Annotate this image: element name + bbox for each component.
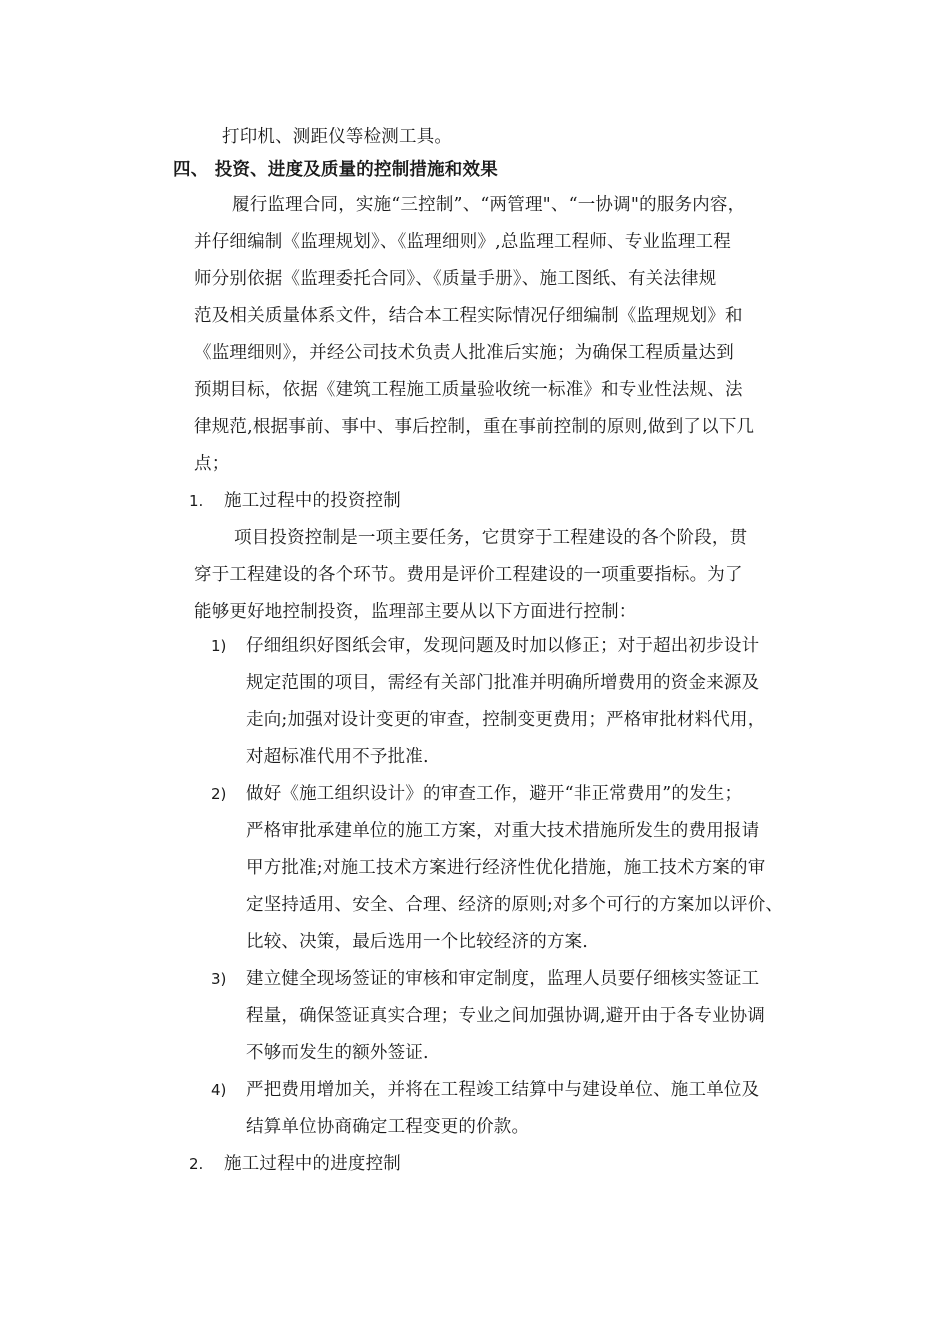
list-number: 2. <box>189 1155 204 1173</box>
sublist-line: 甲方批准;对施工技术方案进行经济性优化措施，施工技术方案的审 <box>246 858 766 878</box>
sublist-number: 2) <box>211 785 227 803</box>
sublist-number: 3) <box>211 970 227 988</box>
sublist-line: 规定范围的项目，需经有关部门批准并明确所增费用的资金来源及 <box>246 673 760 693</box>
paragraph-line: 《监理细则》，并经公司技术负责人批准后实施；为确保工程质量达到 <box>194 343 734 363</box>
list-number: 1. <box>189 492 204 510</box>
intro-line: 打印机、测距仪等检测工具。 <box>222 127 453 147</box>
list-item-title: 施工过程中的进度控制 <box>224 1154 401 1174</box>
paragraph-line: 项目投资控制是一项主要任务，它贯穿于工程建设的各个阶段，贯 <box>234 528 748 548</box>
paragraph-line: 穿于工程建设的各个环节。费用是评价工程建设的一项重要指标。为了 <box>194 565 743 585</box>
sublist-line: 建立健全现场签证的审核和审定制度，监理人员要仔细核实签证工 <box>246 969 760 989</box>
sublist-line: 不够而发生的额外签证. <box>246 1043 429 1063</box>
paragraph-line: 能够更好地控制投资，监理部主要从以下方面进行控制： <box>194 602 637 622</box>
sublist-number: 4) <box>211 1081 227 1099</box>
paragraph-line: 并仔细编制《监理规划》、《监理细则》,总监理工程师、专业监理工程 <box>194 232 731 252</box>
list-item-title: 施工过程中的投资控制 <box>224 491 401 511</box>
paragraph-line: 律规范,根据事前、事中、事后控制，重在事前控制的原则,做到了以下几 <box>194 417 755 437</box>
sublist-number: 1) <box>211 637 227 655</box>
sublist-line: 严把费用增加关，并将在工程竣工结算中与建设单位、施工单位及 <box>246 1080 760 1100</box>
sublist-line: 程量，确保签证真实合理；专业之间加强协调,避开由于各专业协调 <box>246 1006 766 1026</box>
paragraph-line: 履行监理合同，实施“三控制”、“两管理"、“一协调"的服务内容， <box>232 195 746 215</box>
paragraph-line: 范及相关质量体系文件，结合本工程实际情况仔细编制《监理规划》和 <box>194 306 743 326</box>
paragraph-line: 师分别依据《监理委托合同》、《质量手册》、施工图纸、有关法律规 <box>194 269 717 289</box>
sublist-line: 结算单位协商确定工程变更的价款。 <box>246 1117 530 1137</box>
sublist-line: 走向;加强对设计变更的审查，控制变更费用；严格审批材料代用， <box>246 710 766 730</box>
sublist-line: 仔细组织好图纸会审，发现问题及时加以修正；对于超出初步设计 <box>246 636 760 656</box>
sublist-line: 严格审批承建单位的施工方案，对重大技术措施所发生的费用报请 <box>246 821 760 841</box>
sublist-line: 对超标准代用不予批准. <box>246 747 429 767</box>
sublist-line: 做好《施工组织设计》的审查工作，避开“非正常费用”的发生； <box>246 784 743 804</box>
section-heading: 四、 投资、进度及质量的控制措施和效果 <box>173 160 498 180</box>
sublist-line: 比较、决策，最后选用一个比较经济的方案. <box>246 932 589 952</box>
paragraph-line: 点； <box>194 454 230 474</box>
sublist-line: 定坚持适用、安全、合理、经济的原则;对多个可行的方案加以评价、 <box>246 895 784 915</box>
paragraph-line: 预期目标，依据《建筑工程施工质量验收统一标准》和专业性法规、法 <box>194 380 743 400</box>
